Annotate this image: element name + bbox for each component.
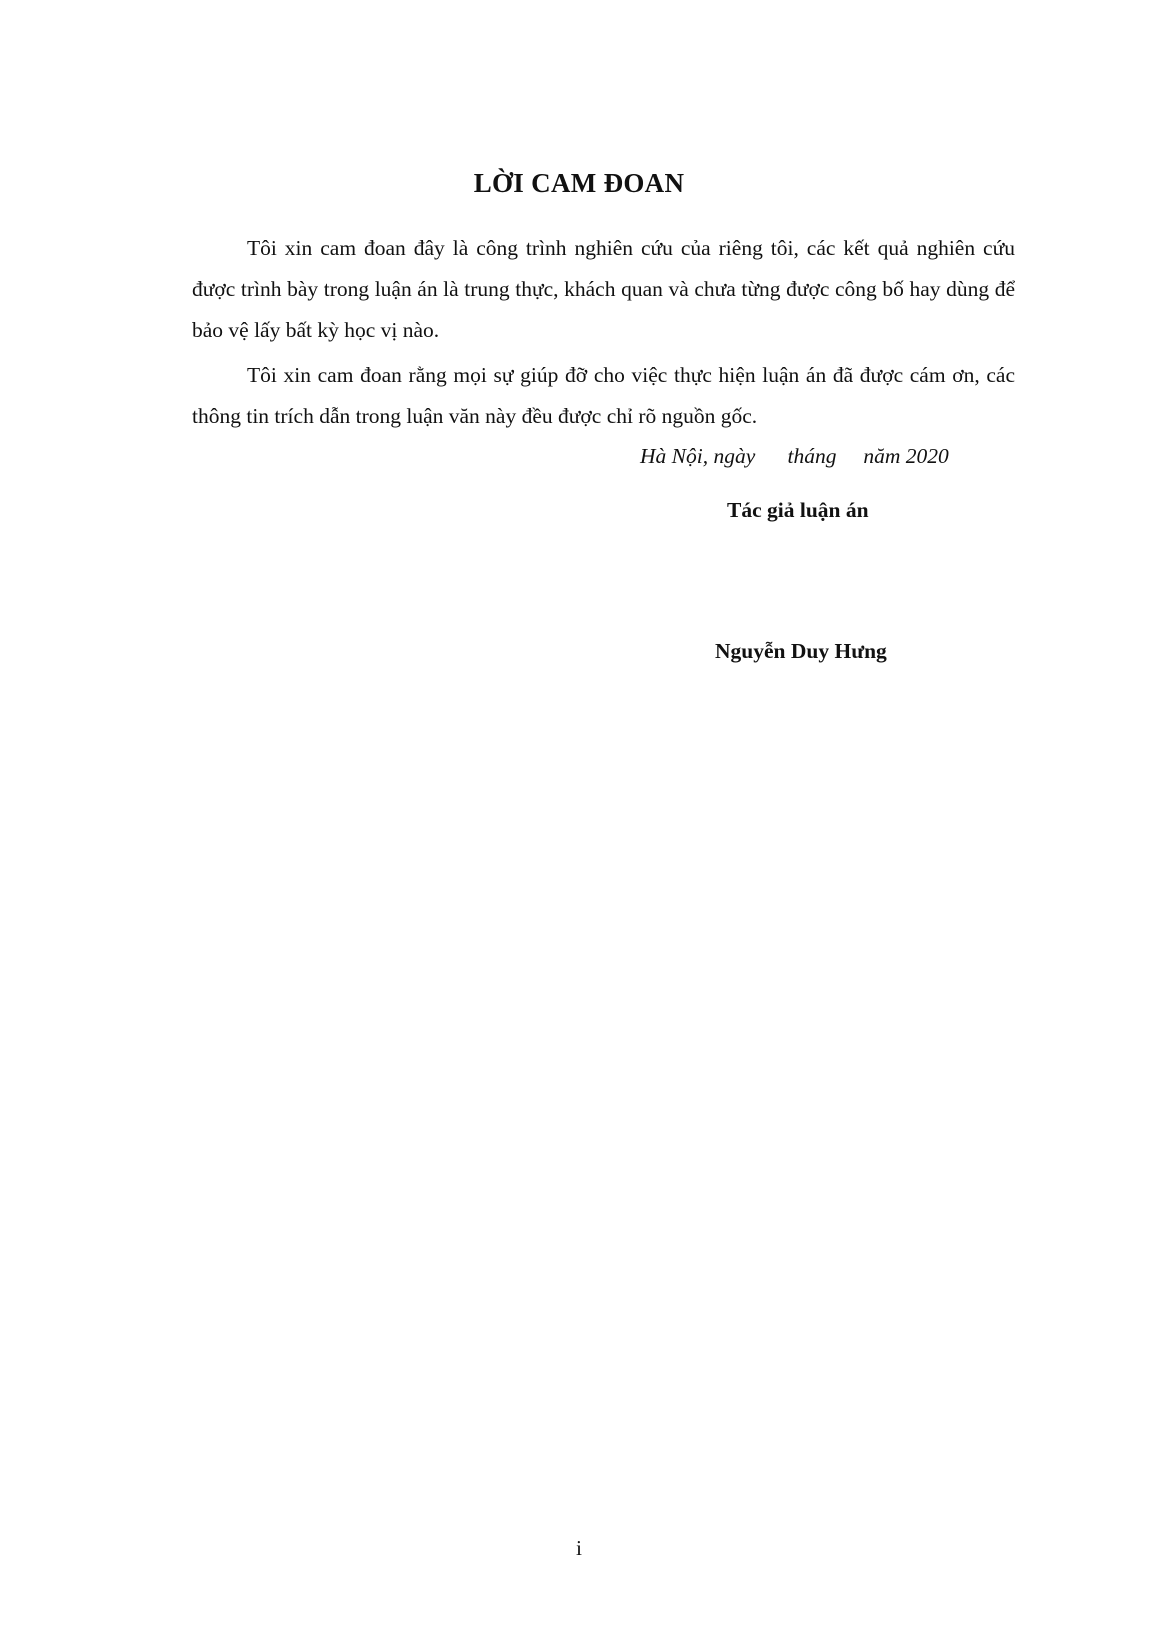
author-name: Nguyễn Duy Hưng <box>715 639 887 663</box>
date-line: Hà Nội, ngày tháng năm 2020 <box>640 444 949 468</box>
page-title: LỜI CAM ĐOAN <box>473 168 685 198</box>
signature-role: Tác giả luận án <box>727 498 869 522</box>
declaration-paragraph-1: Tôi xin cam đoan đây là công trình nghiên cứu của riêng tôi, các kết quả nghiên cứu được trình bày trong luận án là trung thực, khách quan và chưa từng được công bố hay dùng để bảo vệ lấy bất kỳ học vị nào. <box>192 236 1015 342</box>
page-number: i <box>576 1536 582 1560</box>
declaration-paragraph-2: Tôi xin cam đoan rằng mọi sự giúp đỡ cho việc thực hiện luận án đã được cám ơn, các thông tin trích dẫn trong luận văn này đều được chỉ rõ nguồn gốc. <box>192 363 1015 428</box>
